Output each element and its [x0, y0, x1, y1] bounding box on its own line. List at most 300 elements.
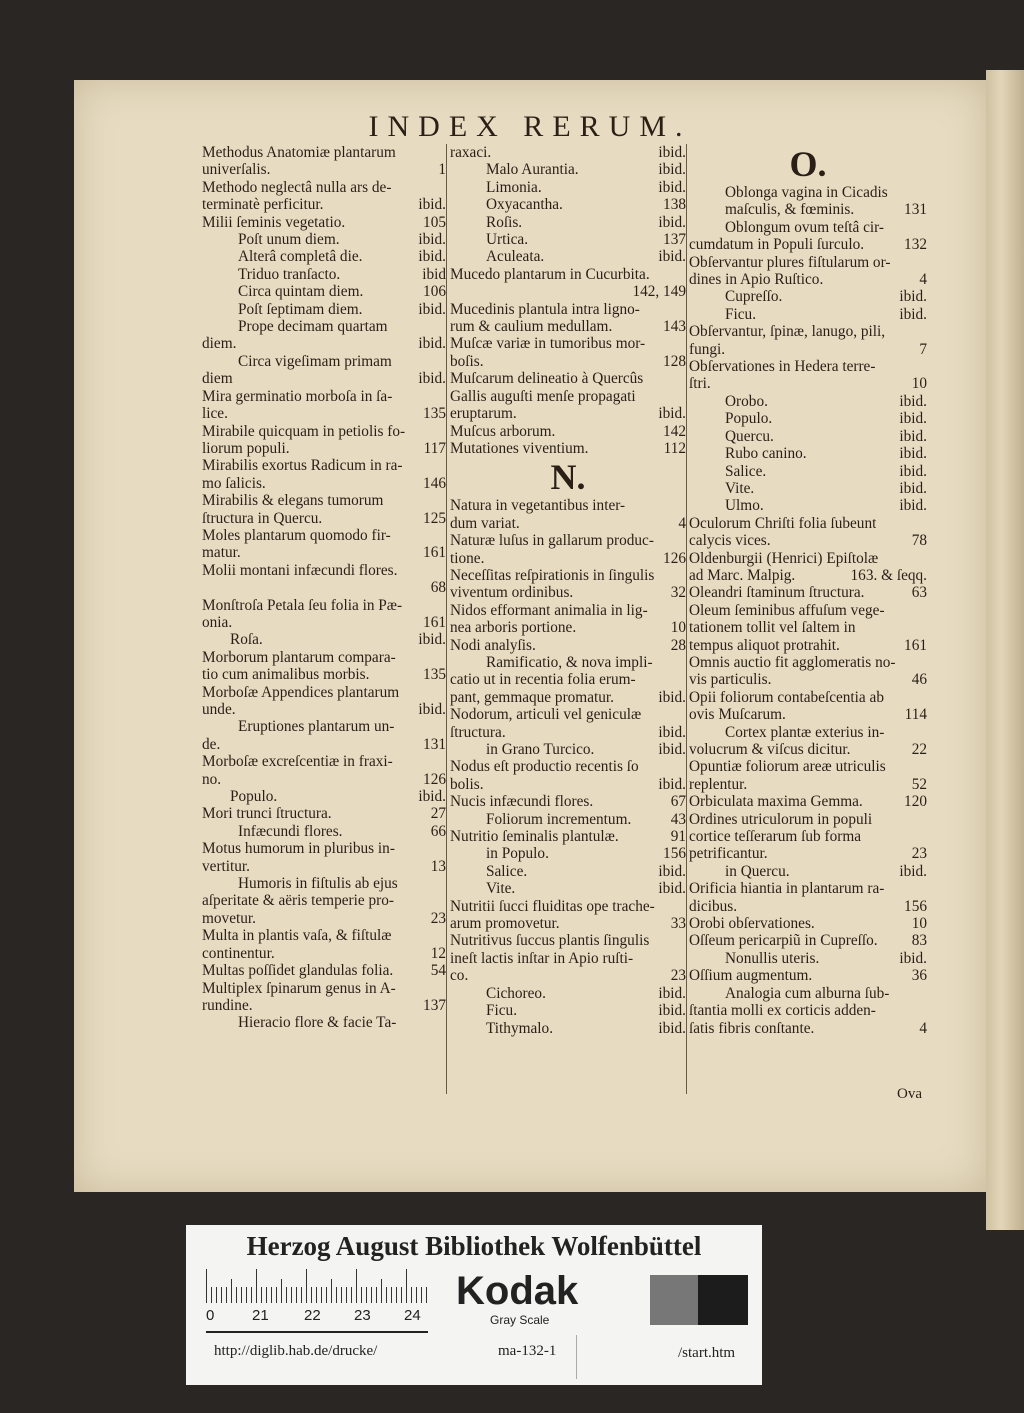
index-entry: [689, 619, 927, 636]
page-reference: [682, 266, 686, 283]
index-entry: [202, 179, 446, 196]
entry-text: bolis.: [450, 775, 484, 793]
entry-text: ſtructura.: [450, 723, 506, 741]
index-entry: [450, 689, 686, 706]
entry-text: maſculis, & fœminis.: [725, 201, 855, 219]
page-reference: [923, 323, 927, 340]
index-entry: [450, 741, 686, 758]
ruler-tick: [226, 1287, 227, 1303]
page-reference: [923, 811, 927, 828]
page-reference: ibid.: [899, 949, 927, 967]
page-reference: [442, 492, 446, 509]
page-reference: 10: [911, 375, 927, 393]
entry-text: Mira germinatio morboſa in ſa-: [202, 387, 393, 405]
entry-text: onia.: [202, 613, 233, 631]
index-entry: [689, 306, 927, 323]
column-rule: [686, 144, 687, 1094]
entry-text: Muſcarum delineatio à Quercûs: [450, 370, 644, 388]
index-entry: [202, 335, 446, 352]
index-entry: [450, 370, 686, 387]
page-reference: [682, 567, 686, 584]
entry-text: Quercu.: [725, 427, 774, 445]
entry-text: Morboſæ Appendices plantarum: [202, 683, 400, 701]
index-entry: [202, 388, 446, 405]
index-entry: [202, 423, 446, 440]
page-reference: 28: [670, 636, 686, 654]
page-reference: [682, 497, 686, 514]
entry-text: Obſervationes in Hedera terre-: [689, 358, 876, 376]
entry-text: Populo.: [230, 788, 278, 806]
index-entry: [689, 1020, 927, 1037]
index-entry: [450, 405, 686, 422]
entry-text: unde.: [202, 701, 236, 718]
page-reference: ibid.: [658, 862, 686, 880]
index-entry: [202, 858, 446, 875]
index-entry: [202, 597, 446, 614]
page-reference: ibid.: [658, 688, 686, 706]
page-reference: 161: [904, 636, 927, 654]
page-reference: ibid.: [418, 300, 446, 318]
page-reference: ibid.: [899, 479, 927, 497]
entry-text: Omnis auctio fit agglomeratis no-: [689, 653, 896, 671]
page-reference: [923, 724, 927, 741]
index-entry: [450, 567, 686, 584]
page-reference: 12: [430, 944, 446, 962]
ruler-tick: [261, 1287, 262, 1303]
index-entry: [202, 527, 446, 544]
page-reference: ibid.: [658, 178, 686, 196]
page-reference: [442, 892, 446, 909]
entry-text: Opuntiæ foliorum areæ utriculis: [689, 758, 886, 776]
entry-text: Mirabilis & elegans tumorum: [202, 492, 384, 510]
entry-text: Nonullis uteris.: [725, 949, 820, 967]
page-reference: ibid.: [418, 701, 446, 718]
page-reference: 63: [911, 584, 927, 602]
index-entry: [689, 706, 927, 723]
entry-text: Vite.: [486, 880, 516, 898]
index-entry: [689, 689, 927, 706]
entry-text: Methodus Anatomiæ plantarum: [202, 144, 396, 161]
page-reference: [442, 388, 446, 405]
page-reference: 52: [911, 775, 927, 793]
ruler-tick: [381, 1279, 382, 1303]
page-reference: 117: [423, 439, 446, 457]
index-entry: [202, 457, 446, 474]
ruler-tick: [286, 1287, 287, 1303]
page-reference: [442, 927, 446, 944]
entry-text: Oblonga vagina in Cicadis: [725, 184, 888, 201]
index-entry: [450, 811, 686, 828]
entry-text: Mirabile quicquam in petiolis fo-: [202, 422, 406, 440]
index-entry: [689, 463, 927, 480]
page-reference: 156: [904, 897, 927, 915]
index-entry: [689, 201, 927, 218]
ruler-tick: [301, 1287, 302, 1303]
index-entry: [689, 845, 927, 862]
ruler-tick: [251, 1287, 252, 1303]
page-reference: [442, 457, 446, 474]
page-reference: ibid.: [658, 213, 686, 231]
entry-text: Nidos efformant animalia in lig-: [450, 601, 648, 619]
entry-text: in Quercu.: [725, 862, 790, 880]
ruler-tick: [316, 1287, 317, 1303]
entry-text: rundine.: [202, 996, 253, 1014]
page-reference: 138: [663, 196, 686, 214]
index-entry: [689, 1002, 927, 1019]
page-reference: [923, 654, 927, 671]
index-entry: [450, 915, 686, 932]
entry-text: Limonia.: [486, 178, 542, 196]
entry-text: Oleandri ſtaminum ſtructura.: [689, 584, 865, 602]
entry-text: volucrum & viſcus dicitur.: [689, 741, 851, 758]
page-reference: ibid.: [899, 427, 927, 445]
index-entry: [202, 892, 446, 909]
index-entry: [202, 771, 446, 788]
page-reference: [442, 649, 446, 666]
entry-text: matur.: [202, 544, 241, 562]
ruler-tick: [391, 1287, 392, 1303]
entry-text: Orbiculata maxima Gemma.: [689, 793, 863, 811]
entry-text: Nutritivus ſuccus plantis ſingulis: [450, 932, 650, 950]
index-entry: [202, 910, 446, 927]
index-entry: [450, 231, 686, 248]
entry-text: tationem tollit vel ſaltem in: [689, 619, 856, 637]
page-reference: [682, 388, 686, 405]
index-entry: [450, 706, 686, 723]
entry-text: Oſſium augmentum.: [689, 967, 813, 985]
page-reference: 43: [670, 810, 686, 828]
index-entry: [202, 370, 446, 387]
entry-text: Nodi analyſis.: [450, 636, 536, 654]
page-reference: ibid.: [418, 788, 446, 806]
entry-text: movetur.: [202, 909, 256, 927]
index-entry: [202, 736, 446, 753]
page-reference: 120: [904, 793, 927, 811]
ruler-tick: [296, 1287, 297, 1303]
index-entry: [202, 579, 446, 596]
page-reference: [442, 423, 446, 440]
scale-number: 0: [206, 1307, 215, 1324]
index-entry: [202, 614, 446, 631]
index-entry: [689, 428, 927, 445]
entry-text: petrificantur.: [689, 845, 768, 863]
entry-text: Nodorum, articuli vel geniculæ: [450, 706, 642, 724]
ruler-tick: [246, 1287, 247, 1303]
entry-text: Humoris in fiſtulis ab ejus: [238, 875, 398, 893]
page-reference: [923, 184, 927, 201]
index-column-3: [689, 144, 927, 1037]
page-reference: ibid.: [658, 775, 686, 793]
page-reference: ibid.: [899, 445, 927, 463]
index-entry: [450, 214, 686, 231]
ruler-tick: [306, 1269, 307, 1303]
entry-text: Mori trunci ſtructura.: [202, 805, 332, 823]
entry-text: Orificia hiantia in plantarum ra-: [689, 880, 885, 898]
page-reference: 4: [919, 271, 927, 289]
entry-text: diem.: [202, 335, 237, 353]
index-entry: [450, 637, 686, 654]
entry-text: tione.: [450, 549, 485, 567]
entry-text: dum variat.: [450, 514, 520, 532]
index-entry: [450, 440, 686, 457]
index-entry: [450, 144, 686, 161]
entry-text: Morborum plantarum compara-: [202, 648, 396, 666]
entry-text: Ficu.: [725, 305, 757, 323]
page-reference: 32: [670, 584, 686, 602]
page-reference: 67: [670, 793, 686, 811]
entry-text: nea arboris portione.: [450, 619, 577, 637]
page-reference: [682, 370, 686, 387]
index-entry: [689, 776, 927, 793]
book-page: [74, 80, 986, 1192]
page-reference: ibid.: [899, 410, 927, 428]
entry-text: Oculorum Chriſti folia ſubeunt: [689, 514, 877, 532]
page-reference: 68: [430, 579, 446, 597]
start-link[interactable]: /start.htm: [678, 1345, 736, 1361]
page-reference: [923, 358, 927, 375]
entry-text: Roſa.: [230, 631, 263, 649]
entry-text: tempus aliquot protrahit.: [689, 636, 840, 654]
entry-text: Naturæ luſus in gallarum produc-: [450, 532, 654, 550]
index-entry: [450, 497, 686, 514]
page-reference: 161: [423, 613, 446, 631]
page-reference: 163. & ſeqq.: [850, 566, 927, 584]
page-reference: [682, 758, 686, 775]
ruler-tick: [331, 1279, 332, 1303]
page-reference: [442, 179, 446, 196]
entry-text: Roſis.: [486, 213, 523, 231]
index-entry: [450, 161, 686, 178]
page-reference: 126: [423, 770, 446, 788]
entry-text: Oxyacantha.: [486, 196, 563, 214]
page-reference: 143: [663, 318, 686, 336]
ruler-tick: [271, 1287, 272, 1303]
ruler-tick: [276, 1287, 277, 1303]
index-entry: [450, 1020, 686, 1037]
index-entry: [689, 184, 927, 201]
entry-text: cumdatum in Populi ſurculo.: [689, 236, 865, 254]
ruler-tick: [211, 1287, 212, 1303]
entry-text: Mucedo plantarum in Cucurbita.: [450, 265, 650, 283]
page-reference: 125: [423, 509, 446, 527]
entry-text: rum & caulium medullam.: [450, 318, 613, 336]
entry-text: ſtantia molli ex corticis adden-: [689, 1002, 876, 1020]
ruler-tick: [366, 1287, 367, 1303]
index-entry: [202, 248, 446, 265]
index-entry: [202, 440, 446, 457]
page-reference: ibid.: [658, 880, 686, 898]
ruler-tick: [416, 1287, 417, 1303]
index-entry: [450, 550, 686, 567]
page-reference: [923, 550, 927, 567]
ruler-tick: [321, 1287, 322, 1303]
page-reference: [923, 880, 927, 897]
entry-text: in Populo.: [486, 845, 549, 863]
page-reference: [682, 671, 686, 688]
index-entry: [450, 950, 686, 967]
entry-text: Milii ſeminis vegetatio.: [202, 213, 346, 231]
page-reference: 33: [670, 915, 686, 933]
entry-text: Rubo canino.: [725, 445, 807, 463]
scale-number: 23: [354, 1307, 371, 1324]
page-reference: 114: [904, 706, 927, 724]
shelfmark-code: ma-132-1: [498, 1343, 557, 1359]
entry-text: Natura in vegetantibus inter-: [450, 497, 626, 515]
page-reference: 1: [438, 161, 446, 179]
index-entry: [689, 567, 927, 584]
index-entry: [689, 863, 927, 880]
index-entry: [689, 375, 927, 392]
index-entry: [689, 480, 927, 497]
page-reference: 142: [663, 422, 686, 440]
ruler-tick: [291, 1287, 292, 1303]
index-entry: [202, 492, 446, 509]
index-column-1: [202, 144, 446, 1032]
index-entry: [689, 793, 927, 810]
entry-text: Multas poſſidet glandulas folia.: [202, 962, 394, 980]
entry-text: Neceſſitas reſpirationis in ſingulis: [450, 566, 655, 584]
page-reference: 105: [423, 213, 446, 231]
entry-text: pant, gemmaque promatur.: [450, 688, 614, 706]
page-reference: [682, 532, 686, 549]
page-reference: [682, 602, 686, 619]
index-entry: [689, 898, 927, 915]
entry-text: vertitur.: [202, 857, 251, 875]
entry-text: arum promovetur.: [450, 915, 560, 933]
index-entry: [450, 532, 686, 549]
entry-text: continentur.: [202, 944, 275, 962]
entry-text: Cortex plantæ exterius in-: [725, 723, 885, 741]
digital-library-url[interactable]: http://diglib.hab.de/drucke/: [214, 1343, 378, 1359]
index-entry: [450, 654, 686, 671]
index-entry: [202, 805, 446, 822]
ruler-scale: [206, 1269, 426, 1303]
adjacent-page-edge: [986, 70, 1024, 1230]
index-entry: [202, 510, 446, 527]
entry-text: Oldenburgii (Henrici) Epiſtolæ: [689, 549, 879, 567]
page-reference: [923, 828, 927, 845]
ruler-tick: [396, 1287, 397, 1303]
entry-text: no.: [202, 770, 222, 788]
page-reference: [923, 619, 927, 636]
page-reference: [442, 840, 446, 857]
page-reference: [682, 932, 686, 949]
ruler-tick: [281, 1279, 282, 1303]
page-reference: 22: [911, 741, 927, 758]
entry-text: Circa vigeſimam primam: [238, 352, 392, 370]
entry-text: ovis Muſcarum.: [689, 706, 786, 724]
page-reference: [442, 684, 446, 701]
index-entry: [202, 753, 446, 770]
entry-text: ad Marc. Malpig.: [689, 566, 796, 584]
page-header: INDEX RERUM.: [368, 110, 692, 143]
page-reference: ibid.: [418, 248, 446, 266]
kodak-logo: Kodak: [456, 1269, 579, 1313]
gray-patch: [650, 1275, 698, 1325]
index-entry: [689, 915, 927, 932]
entry-text: Ficu.: [486, 1002, 518, 1020]
entry-text: Multiplex ſpinarum genus in A-: [202, 979, 396, 997]
entry-text: Vite.: [725, 479, 755, 497]
index-entry: [450, 196, 686, 213]
index-entry: [689, 497, 927, 514]
page-reference: 36: [911, 967, 927, 985]
column-rule: [446, 144, 447, 1094]
entry-text: univerſalis.: [202, 161, 271, 179]
index-entry: [202, 283, 446, 300]
entry-text: vis particulis.: [689, 671, 772, 689]
scale-number: 22: [304, 1307, 321, 1324]
index-entry: [689, 393, 927, 410]
page-reference: ibid.: [899, 305, 927, 323]
page-reference: [442, 980, 446, 997]
page-reference: ibid.: [658, 984, 686, 1002]
entry-text: Poſt ſeptimam diem.: [238, 300, 363, 318]
entry-text: Circa quintam diem.: [238, 283, 364, 301]
index-column-2: [450, 144, 686, 1037]
index-entry: [450, 353, 686, 370]
entry-text: Triduo tranſacto.: [238, 265, 341, 283]
page-reference: ibid.: [418, 231, 446, 249]
page-reference: 10: [911, 915, 927, 933]
ruler-tick: [336, 1287, 337, 1303]
ruler-tick: [426, 1287, 427, 1303]
section-letter: N.: [550, 457, 586, 498]
entry-text: Mucedinis plantula intra ligno-: [450, 300, 640, 318]
entry-text: dines in Apio Ruſtico.: [689, 271, 824, 289]
index-entry: [450, 335, 686, 352]
page-reference: ibid.: [658, 161, 686, 179]
entry-text: terminatè perficitur.: [202, 196, 324, 214]
index-entry: [689, 532, 927, 549]
entry-text: Multa in plantis vaſa, & fiſtulæ: [202, 927, 392, 945]
index-entry: [450, 266, 686, 283]
index-entry: [202, 701, 446, 718]
index-entry: [450, 776, 686, 793]
page-reference: 137: [423, 996, 446, 1014]
index-entry: [450, 793, 686, 810]
entry-text: tio cum animalibus morbis.: [202, 666, 370, 684]
index-entry: [689, 358, 927, 375]
gray-scale-label: Gray Scale: [490, 1313, 550, 1327]
index-entry: [450, 423, 686, 440]
index-entry: [689, 410, 927, 427]
entry-text: Opii foliorum contabeſcentia ab: [689, 688, 884, 706]
index-entry: [689, 288, 927, 305]
ruler-tick: [326, 1287, 327, 1303]
ruler-tick: [351, 1287, 352, 1303]
page-reference: 126: [663, 549, 686, 567]
section-letter: O.: [789, 144, 827, 184]
entry-text: Foliorum incrementum.: [486, 810, 632, 828]
entry-text: Malo Aurantia.: [486, 161, 579, 179]
index-entry: [450, 515, 686, 532]
index-entry: [450, 967, 686, 984]
ruler-tick: [266, 1287, 267, 1303]
page-reference: ibid.: [418, 335, 446, 353]
entry-text: Aculeata.: [486, 248, 545, 266]
index-entry: [689, 758, 927, 775]
ruler-tick: [371, 1287, 372, 1303]
page-reference: 137: [663, 231, 686, 249]
page-reference: [442, 875, 446, 892]
entry-text: Mirabilis exortus Radicum in ra-: [202, 457, 403, 475]
page-reference: ibid.: [658, 144, 686, 161]
index-entry: [202, 161, 446, 178]
entry-text: Muſcus arborum.: [450, 422, 556, 440]
page-reference: [923, 985, 927, 1002]
index-entry: [202, 1014, 446, 1031]
